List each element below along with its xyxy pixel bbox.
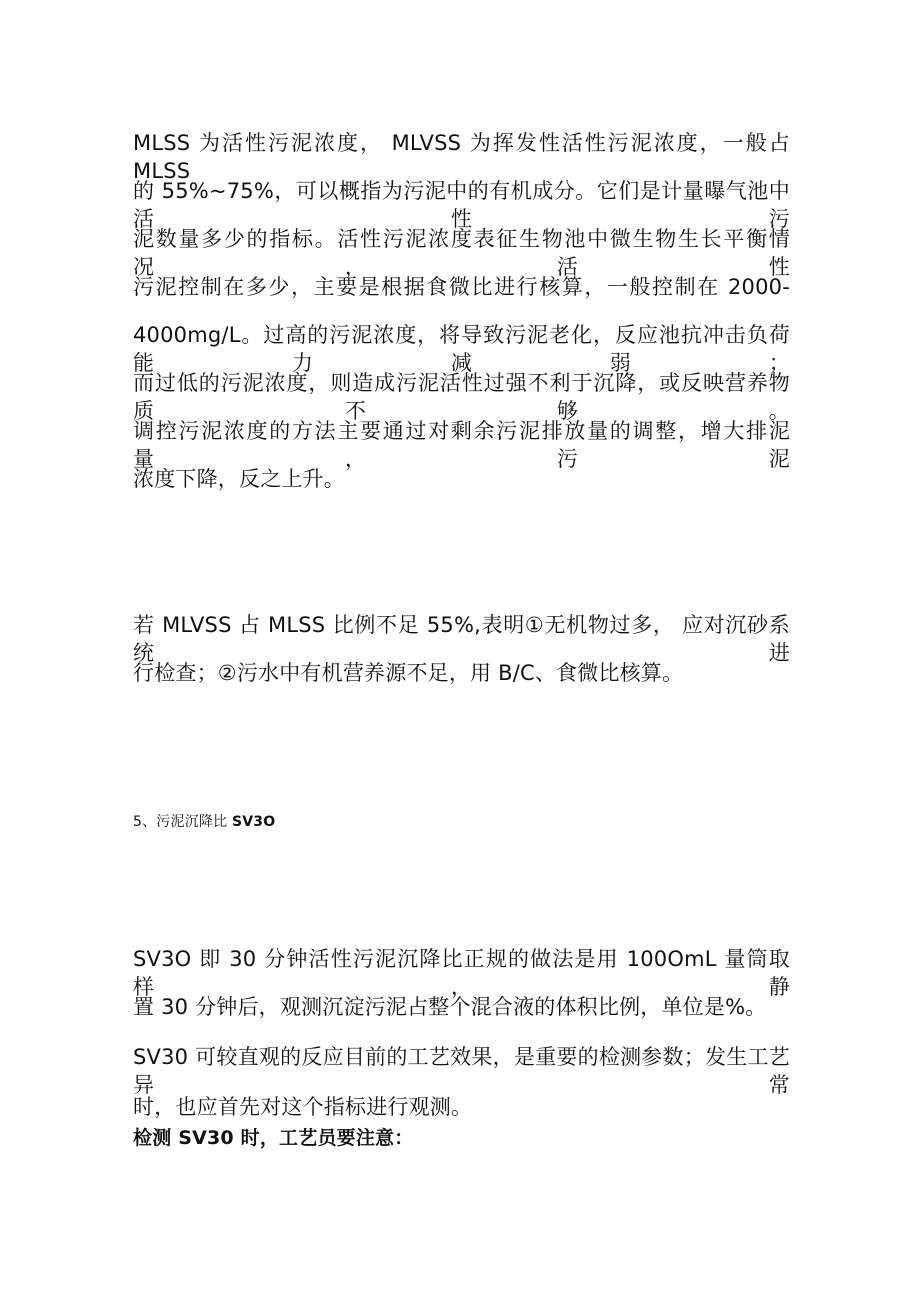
section-heading (133, 812, 275, 832)
p1-line-3: 泥数量多少的指标。活性污泥浓度表征生物池中微生物生长平衡情况，活性 (133, 227, 790, 279)
p1-line-6: 而过低的污泥浓度，则造成污泥活性过强不利于沉降，或反映营养物质不够。 (133, 371, 790, 423)
p1-line-7: 调控污泥浓度的方法主要通过对剩余污泥排放量的调整，增大排泥量，污泥 (133, 419, 790, 471)
p1-line-1: MLSS 为活性污泥浓度， MLVSS 为挥发性活性污泥浓度，一般占 MLSS (133, 131, 790, 183)
p1-line-8: 浓度下降，反之上升。 (133, 467, 345, 491)
p2-line-2: 行检查；②污水中有机营养源不足，用 B/C、食微比核算。 (133, 661, 684, 685)
p3-line-3: SV30 可较直观的反应目前的工艺效果，是重要的检测参数；发生工艺异常 (133, 1045, 790, 1097)
sv30-note: 检测 SV30 时，工艺员要注意： (133, 1127, 414, 1149)
p1-line-5: 4000mg/L。过高的污泥浓度，将导致污泥老化，反应池抗冲击负荷能力减弱； (133, 323, 790, 375)
p3-line-1: SV3O 即 30 分钟活性污泥沉降比正规的做法是用 100OmL 量筒取样，静 (133, 947, 790, 999)
p2-line-1: 若 MLVSS 占 MLSS 比例不足 55%,表明①无机物过多， 应对沉砂系统进 (133, 613, 790, 665)
p3-line-2: 置 30 分钟后，观测沉淀污泥占整个混合液的体积比例，单位是%。 (133, 995, 767, 1019)
section-heading-prefix: 5、污泥沉降比 (133, 814, 232, 830)
p3-line-4: 时，也应首先对这个指标进行观测。 (133, 1095, 473, 1119)
p1-line-2: 的 55%~75%，可以概指为污泥中的有机成分。它们是计量曝气池中活性污 (133, 179, 790, 231)
p1-line-4: 污泥控制在多少，主要是根据食微比进行核算，一般控制在 2000- (133, 275, 791, 299)
section-heading-code: SV3O (231, 814, 276, 830)
